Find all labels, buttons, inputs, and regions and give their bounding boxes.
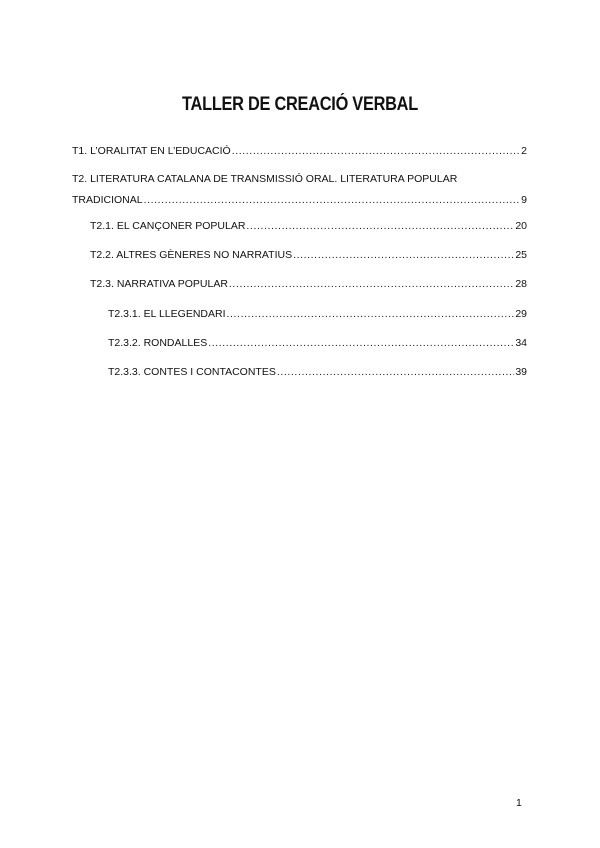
- toc-dot-leader: [246, 220, 514, 233]
- toc-entry-text: T2.3.1. EL LLEGENDARI: [108, 308, 226, 320]
- toc-page-number: 39: [515, 366, 527, 378]
- toc-dot-leader: [144, 194, 521, 207]
- page-number: 1: [516, 797, 522, 809]
- toc-page-number: 25: [515, 249, 527, 261]
- toc-page-number: 29: [515, 308, 527, 320]
- toc-entry-t2-2[interactable]: [90, 249, 527, 262]
- toc-entry-text: T2.2. ALTRES GÈNERES NO NARRATIUS: [90, 249, 293, 261]
- toc-page-number: 9: [521, 194, 527, 206]
- toc-dot-leader: [277, 366, 514, 379]
- toc-entry-t1[interactable]: [72, 145, 527, 158]
- toc-dot-leader: [229, 278, 514, 291]
- toc-entry-t2-3-3[interactable]: [108, 366, 527, 379]
- toc-entry-text: T2.3.3. CONTES I CONTACONTES: [108, 366, 276, 378]
- toc-entry-text: T2.1. EL CANÇONER POPULAR: [90, 220, 246, 232]
- toc-entry-t2-3-2[interactable]: [108, 337, 527, 350]
- toc-page-number: 20: [515, 220, 527, 232]
- toc-page-number: 2: [521, 145, 527, 157]
- toc-page-number: 34: [515, 337, 527, 349]
- toc-entry-t2-1[interactable]: [90, 220, 527, 233]
- toc-entry-text: T1. L’ORALITAT EN L’EDUCACIÓ: [72, 145, 231, 157]
- toc-entry-t2[interactable]: [72, 173, 527, 207]
- toc-dot-leader: [227, 308, 515, 321]
- toc-entry-text-line1: T2. LITERATURA CATALANA DE TRANSMISSIÓ ORAL. LITERATURA POPULAR: [72, 173, 458, 185]
- document-title: TALLER DE CREACIÓ VERBAL: [182, 94, 418, 115]
- toc-dot-leader: [232, 145, 520, 158]
- toc-page-number: 28: [515, 278, 527, 290]
- toc-entry-text: T2.3. NARRATIVA POPULAR: [90, 278, 228, 290]
- toc-dot-leader: [208, 337, 514, 350]
- toc-entry-t2-3[interactable]: [90, 278, 527, 291]
- toc-entry-t2-3-1[interactable]: [108, 308, 527, 321]
- toc-entry-text: T2.3.2. RONDALLES: [108, 337, 208, 349]
- toc-dot-leader: [293, 249, 514, 262]
- toc-entry-text-line2: TRADICIONAL: [72, 194, 143, 206]
